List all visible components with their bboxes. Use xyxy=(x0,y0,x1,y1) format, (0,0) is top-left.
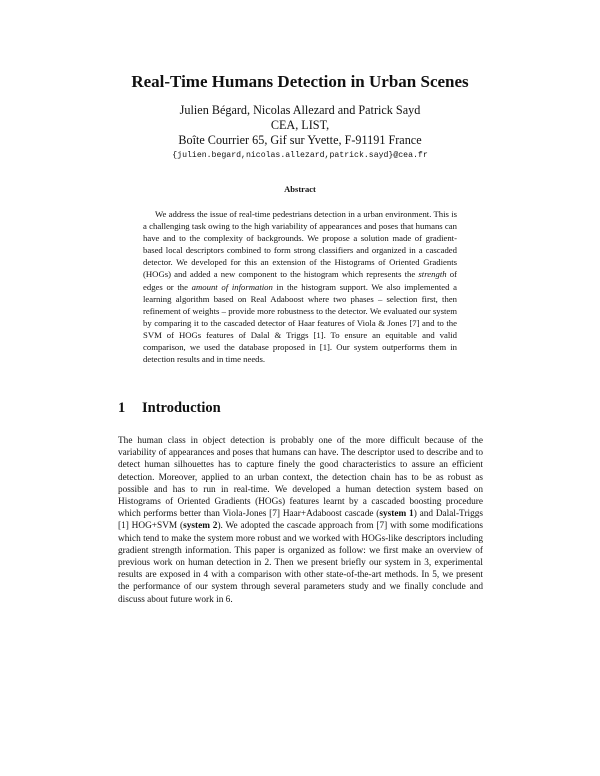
intro-system-1: system 1 xyxy=(379,509,414,520)
author-names: Julien Bégard, Nicolas Allezard and Patrick Sayd xyxy=(179,103,421,117)
section-title: Introduction xyxy=(142,400,221,416)
abstract-text-1: We address the issue of real-time pedestrians detection in a urban environment. This is a challenging task owing to the high variability of appearances and poses that humans can have and to the complexity of backgrounds. We propose a solution made of gradient-based local descriptors combined to form strong classifiers and organized in a cascaded detector. We developed for this an extension of the Histograms of Oriented Gradients (HOGs) and added a new component to the histogram which represents the xyxy=(143,209,457,280)
address: Boîte Courrier 65, Gif sur Yvette, F-91191 France xyxy=(178,133,422,147)
abstract-text-3: in the histogram support. We also implemented a learning algorithm based on Real Adaboost where two phases – selection first, then refinement of weights – provide more robustness to the detector. We evaluated our system by comparing it to the cascaded detector of Haar features of Viola & Jones [7] and to the SVM of HOGs features of Dalal & Triggs [1]. To ensure an equitable and valid comparison, we used the database proposed in [1]. Our system outperforms them in detection results and in time needs. xyxy=(143,281,457,365)
abstract-heading: Abstract xyxy=(284,184,316,194)
intro-system-2: system 2 xyxy=(183,521,218,532)
introduction-paragraph xyxy=(118,435,483,606)
abstract-paragraph xyxy=(143,208,457,365)
introduction-body xyxy=(118,435,483,606)
author-block xyxy=(0,103,600,164)
abstract-emphasis-strength: strength xyxy=(418,269,447,280)
intro-text-1: The human class in object detection is probably one of the more difficult because of the variability of appearances and poses that humans can have. The descriptor used to describe and to detect human silhouettes has to capture finely the good characteristics to assure an efficient detection. Moreover, applied to an urban context, the detection chain has to be as robust as possible and has to run in real-time. We developed a human detection system based on Histograms of Oriented Gradients (HOGs) features learnt by a cascaded boosting procedure which performs better than Viola-Jones [7] Haar+Adaboost cascade ( xyxy=(118,436,483,520)
affiliation: CEA, LIST, xyxy=(270,118,330,132)
intro-text-3: ). We adopted the cascade approach from [7] with some modifications which tend to make the system more robust and we worked with HOGs-like descriptors including gradient strength information. This paper is organized as follow: we first make an overview of previous work on human detection in 2. Then we present briefly our system in 3, experimental results are exposed in 4 with a comparison with other state-of-the-art methods. In 5, we present the performance of our system through several parameters study and we finally conclude and discuss about future work in 6. xyxy=(118,521,483,605)
intro-text-2: ) and Dalal-Triggs [1] HOG+SVM ( xyxy=(118,509,483,532)
author-email: {julien.begard,nicolas.allezard,patrick.sayd}@cea.fr xyxy=(172,151,428,160)
section-heading-introduction xyxy=(118,400,221,417)
paper-title: Real-Time Humans Detection in Urban Scenes xyxy=(131,72,469,91)
abstract-body xyxy=(143,208,457,365)
abstract-text-2: of edges or the xyxy=(143,269,457,292)
section-number: 1 xyxy=(118,400,126,416)
abstract-emphasis-information: amount of information xyxy=(191,281,273,292)
